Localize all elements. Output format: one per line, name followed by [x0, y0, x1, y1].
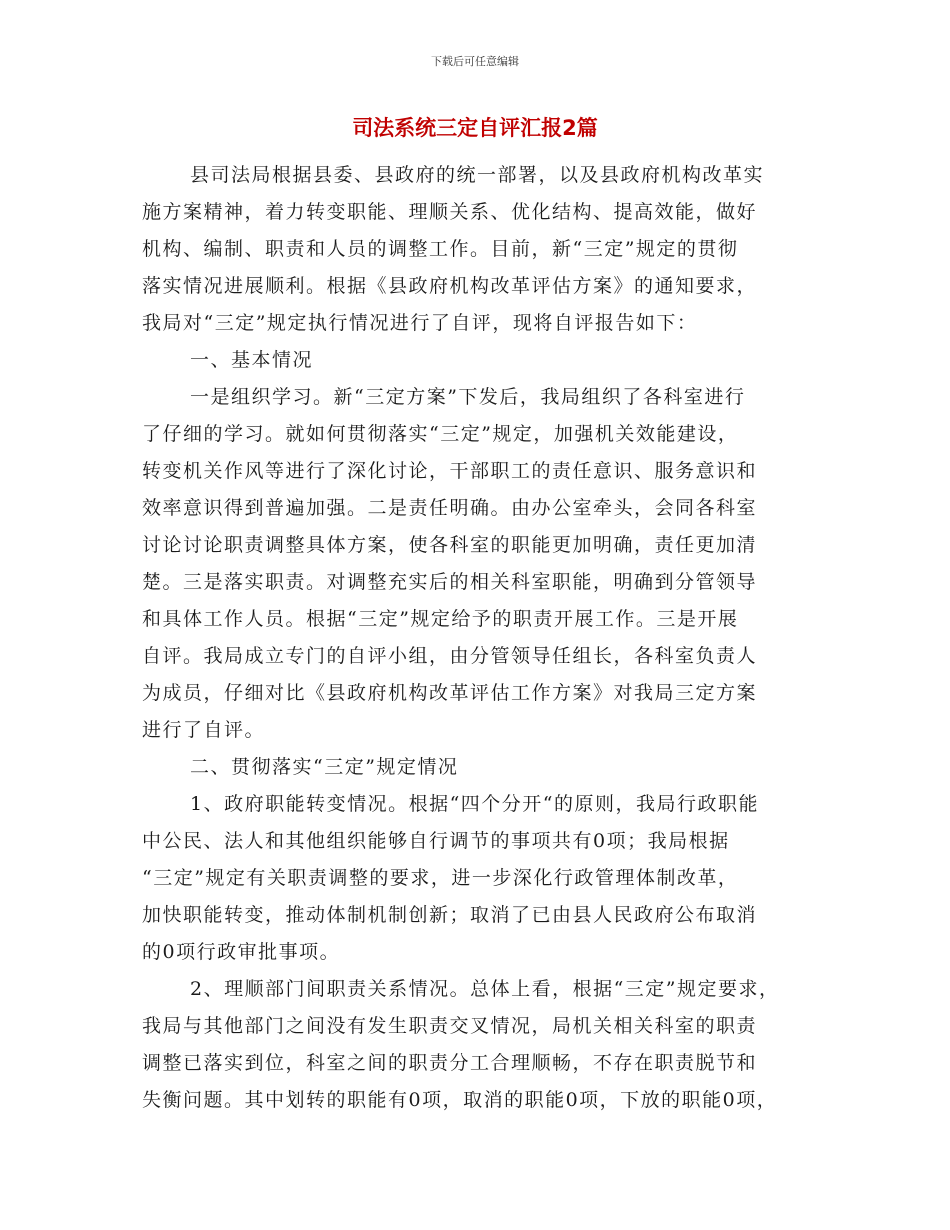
text-line: 楚。三是落实职责。对调整充实后的相关科室职能，明确到分管领导 [142, 571, 758, 593]
text-line: 失衡问题。其中划转的职能有0项，取消的职能0项，下放的职能0项， [142, 1089, 778, 1111]
text-line: 我局对“三定”规定执行情况进行了自评，现将自评报告如下： [142, 312, 698, 334]
text-line: 进行了自评。 [142, 719, 266, 741]
text-line: 一是组织学习。新“三定方案”下发后，我局组织了各科室进行 [190, 386, 746, 408]
text-line: 效率意识得到普遍加强。二是责任明确。由办公室牵头，会同各科室 [142, 497, 758, 519]
text-line: 县司法局根据县委、县政府的统一部署，以及县政府机构改革实 [190, 164, 765, 186]
text-line: 2、理顺部门间职责关系情况。总体上看，根据“三定”规定要求， [190, 978, 780, 1000]
text-line: 机构、编制、职责和人员的调整工作。目前，新“三定”规定的贯彻 [142, 238, 739, 260]
text-line: 落实情况进展顺利。根据《县政府机构改革评估方案》的通知要求， [142, 275, 758, 297]
text-line: 为成员，仔细对比《县政府机构改革评估工作方案》对我局三定方案 [142, 682, 758, 704]
page-header: 下载后可任意编辑 [431, 55, 519, 68]
text-line: 中公民、法人和其他组织能够自行调节的事项共有0项；我局根据 [142, 830, 730, 852]
text-line: 二、贯彻落实“三定”规定情况 [190, 756, 459, 778]
text-line: 了仔细的学习。就如何贯彻落实“三定”规定，加强机关效能建设， [142, 423, 739, 445]
text-line: “三定”规定有关职责调整的要求，进一步深化行政管理体制改革， [142, 867, 739, 889]
text-line: 施方案精神，着力转变职能、理顺关系、优化结构、提高效能，做好 [142, 201, 758, 223]
text-line: 转变机关作风等进行了深化讨论，干部职工的责任意识、服务意识和 [142, 460, 758, 482]
document-body [142, 157, 822, 1119]
text-line: 自评。我局成立专门的自评小组，由分管领导任组长，各科室负责人 [142, 645, 758, 667]
document-title: 司法系统三定自评汇报2篇 [352, 116, 598, 140]
text-line: 讨论讨论职责调整具体方案，使各科室的职能更加明确，责任更加清 [142, 534, 758, 556]
text-line: 的0项行政审批事项。 [142, 941, 341, 963]
text-line: 加快职能转变，推动体制机制创新；取消了已由县人民政府公布取消 [142, 904, 758, 926]
text-line: 1、政府职能转变情况。根据“四个分开“的原则，我局行政职能 [190, 793, 760, 815]
text-line: 我局与其他部门之间没有发生职责交叉情况，局机关相关科室的职责 [142, 1015, 758, 1037]
text-line: 一、基本情况 [190, 349, 314, 371]
text-line: 和具体工作人员。根据“三定”规定给予的职责开展工作。三是开展 [142, 608, 739, 630]
text-line: 调整已落实到位，科室之间的职责分工合理顺畅，不存在职责脱节和 [142, 1052, 758, 1074]
